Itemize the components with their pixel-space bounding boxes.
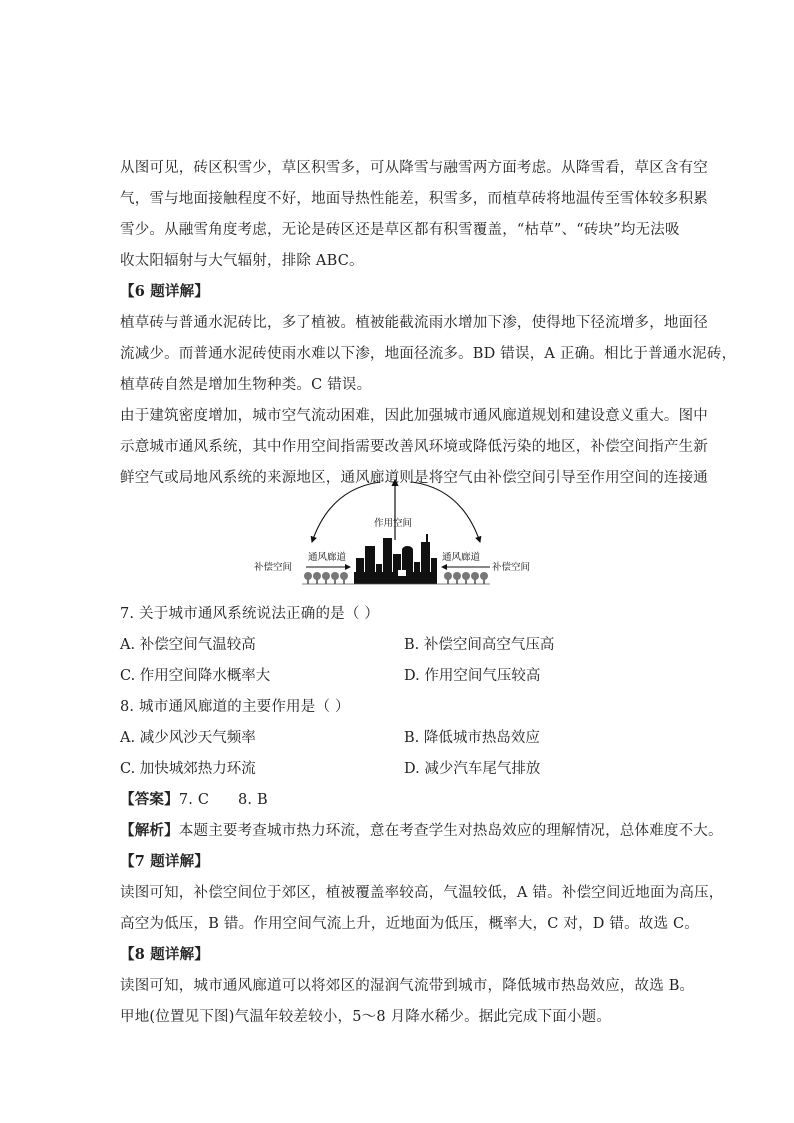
left-corridor-label: 通风廊道: [308, 552, 347, 563]
q6-line-2: 流减少。而普通水泥砖使雨水难以下渗，地面径流多。BD 错误，A 正确。相比于普通水泥砖，: [120, 346, 737, 362]
answer-line: [120, 790, 680, 810]
intro-line-3: 雪少。从融雪角度考虑，无论是砖区还是草区都有积雪覆盖，“枯草”、“砖块”均无法吸: [120, 222, 680, 238]
q8-option-b: B. 降低城市热岛效应: [404, 730, 540, 746]
intro-line-1: 从图可见，砖区积雪少，草区积雪多，可从降雪与融雪两方面考虑。从降雪看，草区含有空: [120, 160, 708, 176]
analysis-line: [120, 821, 723, 841]
context-line-1: 由于建筑密度增加，城市空气流动困难，因此加强城市通风廊道规划和建设意义重大。图中: [120, 408, 708, 424]
q7-stem: 7. 关于城市通风系统说法正确的是（ ）: [120, 606, 380, 622]
answer-text: 7. C 8. B: [178, 792, 268, 808]
city-skyline-icon: [354, 534, 437, 584]
intro-line-4: 收太阳辐射与大气辐射，排除 ABC。: [120, 253, 364, 269]
center-label: 作用空间: [374, 518, 413, 529]
q7-detail-line-2: 高空为低压，B 错。作用空间气流上升，近地面为低压，概率大，C 对，D 错。故选 C。: [120, 916, 700, 932]
ventilation-diagram: [250, 474, 540, 592]
q7-detail-line-1: 读图可知，补偿空间位于郊区，植被覆盖率较高，气温较低，A 错。补偿空间近地面为高压，: [120, 885, 724, 901]
q8-option-c: C. 加快城郊热力环流: [120, 761, 256, 777]
q8-detail-line-1: 读图可知，城市通风廊道可以将郊区的湿润气流带到城市，降低城市热岛效应，故选 B。: [120, 978, 695, 994]
right-corridor-label: 通风廊道: [442, 552, 481, 563]
q8-stem: 8. 城市通风廊道的主要作用是（ ）: [120, 699, 350, 715]
q6-line-1: 植草砖与普通水泥砖比，多了植被。植被能截流雨水增加下渗，使得地下径流增多，地面径: [120, 315, 708, 331]
answer-tag: 【答案】: [120, 791, 179, 808]
context-line-3: 鲜空气或局地风系统的来源地区，通风廊道则是将空气由补偿空间引导至作用空间的连接通: [120, 470, 708, 486]
q7-option-c: C. 作用空间降水概率大: [120, 668, 271, 684]
left-space-label: 补偿空间: [254, 562, 293, 573]
left-upper-arrow: [312, 482, 380, 542]
q7-option-b: B. 补偿空间高空气压高: [404, 637, 555, 653]
q8-option-a: A. 减少风沙天气频率: [120, 730, 256, 746]
q6-line-3: 植草砖自然是增加生物种类。C 错误。: [120, 377, 372, 393]
right-space-label: 补偿空间: [492, 562, 531, 573]
context-line-2: 示意城市通风系统，其中作用空间指需要改善风环境或降低污染的地区，补偿空间指产生新: [120, 439, 708, 455]
q8-heading: 【8 题详解】: [120, 946, 210, 963]
q7-option-a: A. 补偿空间气温较高: [120, 637, 256, 653]
right-upper-arrow: [412, 482, 480, 542]
q6-heading: 【6 题详解】: [120, 283, 210, 300]
right-trees-icon: [444, 572, 488, 584]
q8-option-d: D. 减少汽车尾气排放: [404, 761, 541, 777]
q7-heading: 【7 题详解】: [120, 853, 210, 870]
analysis-tag: 【解析】: [120, 822, 179, 839]
q8-detail-line-2: 甲地(位置见下图)气温年较差较小，5～8 月降水稀少。据此完成下面小题。: [120, 1009, 612, 1025]
intro-line-2: 气，雪与地面接触程度不好，地面导热性能差，积雪多，而植草砖将地温传至雪体较多积累: [120, 191, 708, 207]
left-trees-icon: [304, 572, 348, 584]
analysis-text: 本题主要考查城市热力环流，意在考查学生对热岛效应的理解情况，总体难度不大。: [178, 823, 723, 839]
q7-option-d: D. 作用空间气压较高: [404, 668, 541, 684]
